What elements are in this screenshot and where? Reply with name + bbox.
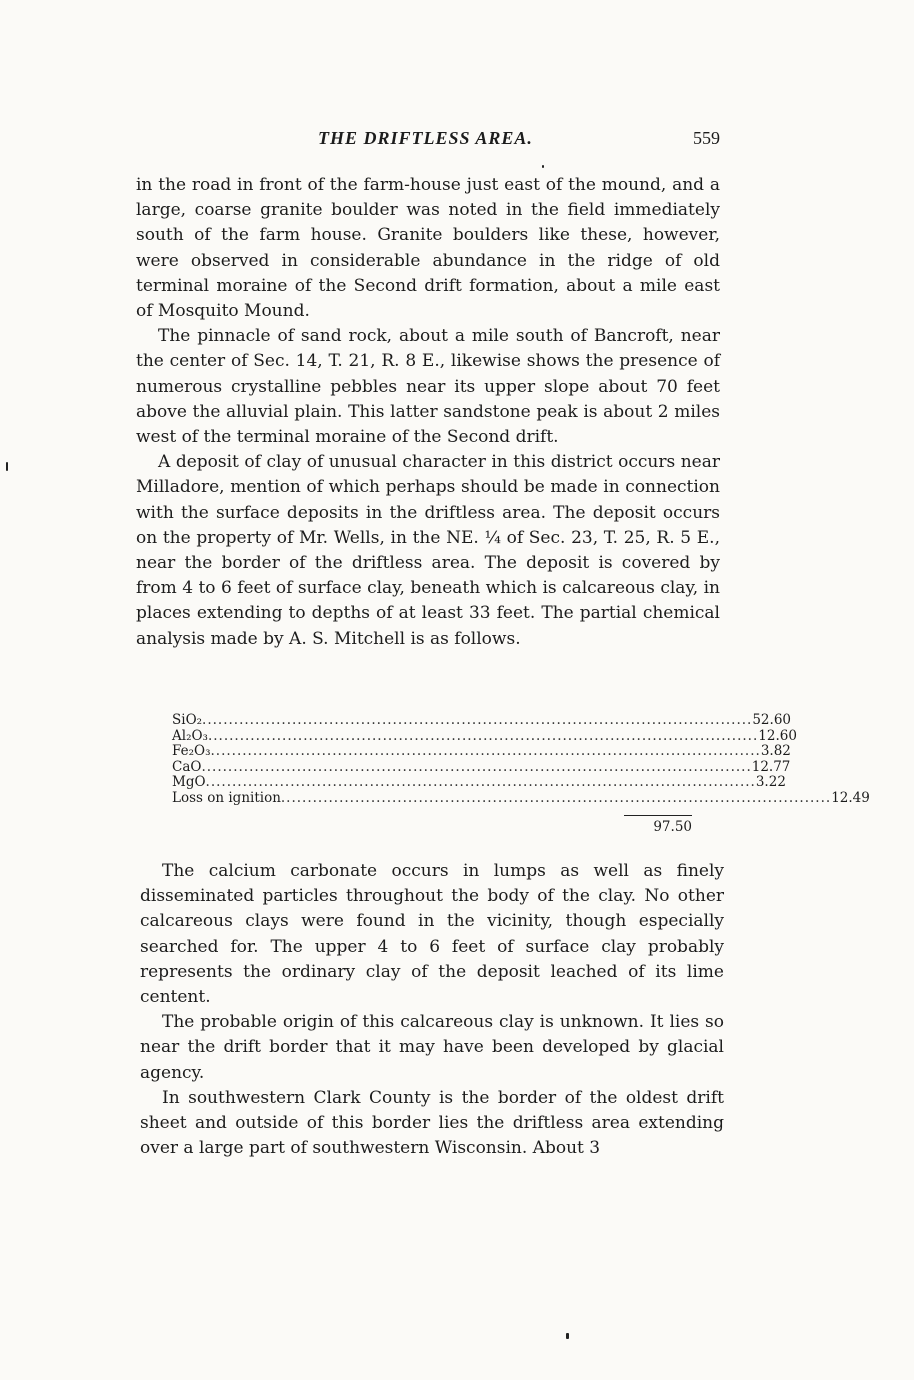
component-value: 3.82 bbox=[760, 743, 791, 760]
component-label: SiO₂ bbox=[172, 712, 203, 728]
dot-leader: ........................................................................................................ bbox=[205, 774, 756, 791]
running-title: THE DRIFTLESS AREA. bbox=[318, 128, 533, 148]
body-text-bottom bbox=[140, 859, 724, 1161]
dot-leader: ........................................................................................................ bbox=[201, 758, 752, 775]
component-value: 3.22 bbox=[755, 774, 786, 791]
component-label: Loss on ignition bbox=[172, 789, 281, 806]
paragraph: A deposit of clay of unusual character in this district occurs near Milladore, mention of which perhaps should be made in connection with the surface deposits in the driftless area. The deposit occurs on the property of Mr. Wells, in the NE. ¼ of Sec. 23, T. 25, R. 5 E., near the border of the driftless area. The deposit is covered by from 4 to 6 feet of surface clay, beneath which is calcareous clay, in places extending to depths of at least 33 feet. The partial chemical analysis made by A. S. Mitchell is as follows. bbox=[136, 452, 720, 649]
analysis-row bbox=[172, 774, 786, 791]
analysis-total: 97.50 bbox=[653, 818, 692, 835]
dot-leader: ........................................................................................................ bbox=[210, 743, 761, 760]
total-rule bbox=[624, 815, 692, 816]
paragraph: The probable origin of this calcareous clay is unknown. It lies so near the drift border that it may have been developed by glacial agency. bbox=[140, 1012, 724, 1083]
chemical-analysis-table bbox=[172, 712, 870, 835]
component-value: 12.77 bbox=[751, 758, 791, 775]
ink-speck bbox=[566, 1333, 569, 1339]
paragraph: The calcium carbonate occurs in lumps as well as finely disseminated particles throughout the body of the clay. No other calcareous clays were found in the vicinity, though especially searched for. The upper 4 to 6 feet of surface clay probably represents the ordinary clay of the deposit leached of its lime centent. bbox=[140, 861, 724, 1008]
page-number: 559 bbox=[693, 128, 720, 148]
paragraph: In southwestern Clark County is the border of the oldest drift sheet and outside of this border lies the driftless area extending over a large part of southwestern Wisconsin. About 3 bbox=[140, 1087, 724, 1159]
running-header bbox=[136, 128, 720, 152]
analysis-row bbox=[172, 727, 797, 745]
body-text-top bbox=[136, 173, 720, 652]
dot-leader: ........................................................................................................ bbox=[207, 727, 759, 744]
component-label: Al₂O₃ bbox=[172, 727, 208, 744]
component-value: 52.60 bbox=[752, 712, 791, 728]
paragraph: in the road in front of the farm-house just east of the mound, and a large, coarse granite boulder was noted in the field immediately south of the farm house. Granite boulders like these, however, were observed in considerable abundance in the ridge of old terminal moraine of the Second drift formation, about a mile east of Mosquito Mound. bbox=[136, 175, 720, 322]
analysis-row bbox=[172, 743, 791, 760]
dot-leader: ........................................................................................................ bbox=[280, 789, 832, 806]
analysis-row bbox=[172, 758, 791, 776]
ink-speck bbox=[6, 462, 8, 471]
analysis-row bbox=[172, 789, 870, 807]
paragraph: The pinnacle of sand rock, about a mile south of Bancroft, near the center of Sec. 14, T. 21, R. 8 E., likewise shows the presence of numerous crystalline pebbles near its upper slope about 70 feet above the alluvial plain. This latter sandstone peak is about 2 miles west of the terminal moraine of the Second drift. bbox=[136, 326, 720, 448]
analysis-row bbox=[172, 712, 791, 729]
component-value: 12.60 bbox=[758, 727, 797, 744]
component-value: 12.49 bbox=[831, 789, 870, 806]
component-label: Fe₂O₃ bbox=[172, 743, 211, 760]
ink-speck bbox=[542, 165, 544, 168]
component-label: CaO bbox=[172, 758, 202, 775]
component-label: MgO bbox=[172, 774, 206, 791]
dot-leader: ........................................................................................................ bbox=[202, 712, 753, 728]
